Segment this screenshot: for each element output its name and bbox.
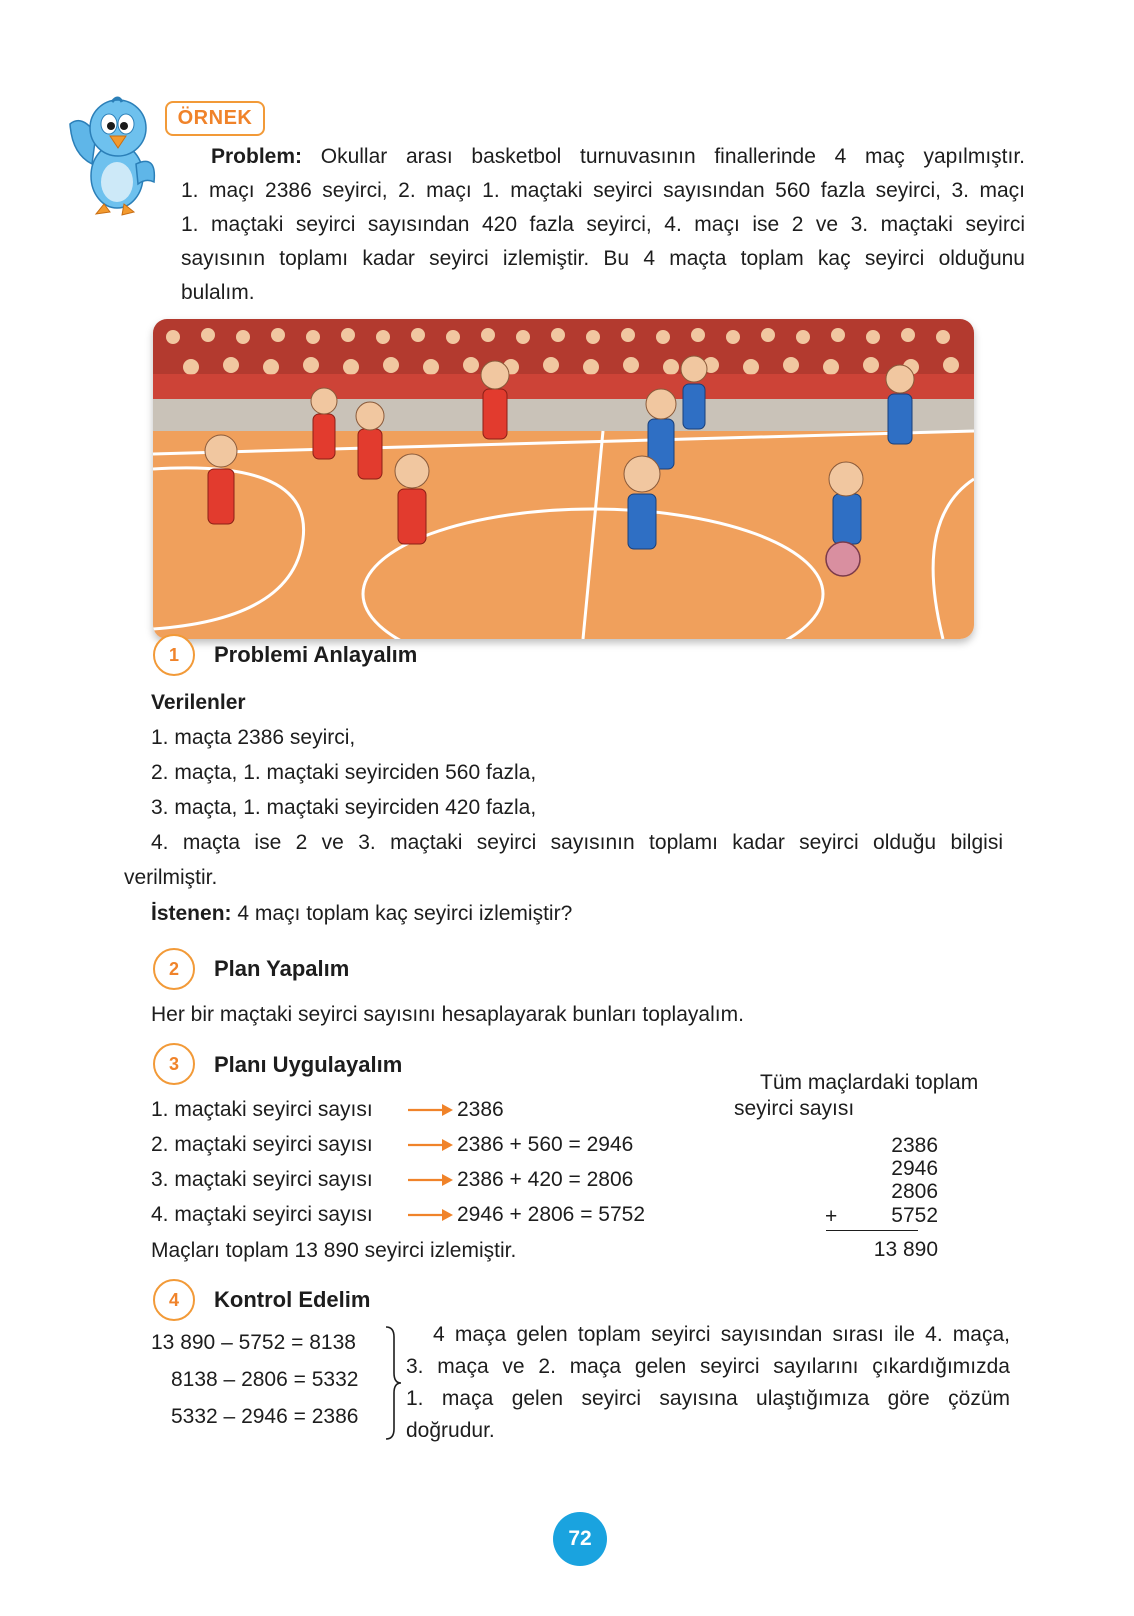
step-4-number: 4 <box>153 1279 195 1321</box>
addend-3: 2806 <box>891 1180 938 1203</box>
check-explanation-line-2: 3. maça ve 2. maça gelen seyirci sayılarını çıkardığımızda <box>406 1355 1010 1378</box>
arrow-right-icon <box>408 1138 453 1152</box>
arrow-right-icon <box>408 1208 453 1222</box>
check-equation-1: 13 890 – 5752 = 8138 <box>151 1331 356 1354</box>
total-title-line-1: Tüm maçlardaki toplam <box>760 1071 979 1094</box>
problem-line-2: 1. maçı 2386 seyirci, 2. maçı 1. maçtaki seyirci sayısından 560 fazla seyirci, 3. maçı <box>181 179 1025 202</box>
problem-paragraph <box>181 140 1025 310</box>
basketball-illustration <box>153 319 974 639</box>
given-item-4-line-1: 4. maçta ise 2 ve 3. maçtaki seyirci sayısının toplamı kadar seyirci olduğu bilgisi <box>151 831 1003 854</box>
basketball-court-image <box>153 319 974 639</box>
sum-total: 13 890 <box>873 1238 938 1261</box>
wanted-line <box>151 897 572 931</box>
given-item-4-line-2: verilmiştir. <box>124 866 218 889</box>
check-explanation-line-3: 1. maça gelen seyirci sayısına ulaştığımıza göre çözüm <box>406 1387 1010 1410</box>
problem-line-5: bulalım. <box>181 281 255 304</box>
check-equation-3: 5332 – 2946 = 2386 <box>171 1405 359 1428</box>
apply-row-1-value: 2386 <box>457 1098 504 1121</box>
check-equation-2: 8138 – 2806 = 5332 <box>171 1368 359 1391</box>
plus-sign: + <box>825 1205 838 1228</box>
step-4-title: Kontrol Edelim <box>214 1287 371 1312</box>
check-explanation-line-1: 4 maça gelen toplam seyirci sayısından sırası ile 4. maça, <box>433 1323 1010 1346</box>
right-brace-icon <box>384 1325 402 1441</box>
addend-4: 5752 <box>891 1204 938 1227</box>
apply-row-1-label: 1. maçtaki seyirci sayısı <box>151 1098 373 1121</box>
bird-mascot-icon <box>62 94 162 219</box>
page-number: 72 <box>553 1512 607 1566</box>
step-2-title: Plan Yapalım <box>214 956 350 981</box>
plan-text: Her bir maçtaki seyirci sayısını hesaplayarak bunları toplayalım. <box>151 1003 744 1026</box>
check-explanation-line-4: doğrudur. <box>406 1419 495 1442</box>
arrow-right-icon <box>408 1103 453 1117</box>
wanted-label: İstenen: <box>151 902 232 925</box>
total-title-line-2: seyirci sayısı <box>734 1097 855 1120</box>
sum-divider <box>826 1230 918 1231</box>
step-3-number: 3 <box>153 1043 195 1085</box>
step-3-title: Planı Uygulayalım <box>214 1052 403 1077</box>
apply-conclusion: Maçları toplam 13 890 seyirci izlemiştir. <box>151 1239 517 1262</box>
problem-line-1: Problem: Okullar arası basketbol turnuvasının finallerinde 4 maç yapılmıştır. <box>211 145 1025 168</box>
apply-row-2-label: 2. maçtaki seyirci sayısı <box>151 1133 373 1156</box>
given-item-1: 1. maçta 2386 seyirci, <box>151 726 356 749</box>
problem-line-3: 1. maçtaki seyirci sayısından 420 fazla seyirci, 4. maçı ise 2 ve 3. maçtaki seyirci <box>181 213 1025 236</box>
addend-1: 2386 <box>891 1134 938 1157</box>
given-item-3: 3. maçta, 1. maçtaki seyirciden 420 fazla, <box>151 796 537 819</box>
apply-row-4-value: 2946 + 2806 = 5752 <box>457 1203 646 1226</box>
givens-heading: Verilenler <box>151 691 246 714</box>
addend-2: 2946 <box>891 1157 938 1180</box>
wanted-text: 4 maçı toplam kaç seyirci izlemiştir? <box>231 902 573 925</box>
example-badge: ÖRNEK <box>165 101 265 136</box>
apply-row-3-label: 3. maçtaki seyirci sayısı <box>151 1168 373 1191</box>
apply-row-4-label: 4. maçtaki seyirci sayısı <box>151 1203 373 1226</box>
step-1-title: Problemi Anlayalım <box>214 642 418 667</box>
step-2-number: 2 <box>153 948 195 990</box>
apply-row-2-value: 2386 + 560 = 2946 <box>457 1133 634 1156</box>
step-1-number: 1 <box>153 634 195 676</box>
arrow-right-icon <box>408 1173 453 1187</box>
problem-line-4: sayısının toplamı kadar seyirci izlemiştir. Bu 4 maçta toplam kaç seyirci olduğunu <box>181 247 1025 270</box>
problem-label: Problem: <box>211 145 303 168</box>
apply-row-3-value: 2386 + 420 = 2806 <box>457 1168 634 1191</box>
given-item-2: 2. maçta, 1. maçtaki seyirciden 560 fazla, <box>151 761 537 784</box>
